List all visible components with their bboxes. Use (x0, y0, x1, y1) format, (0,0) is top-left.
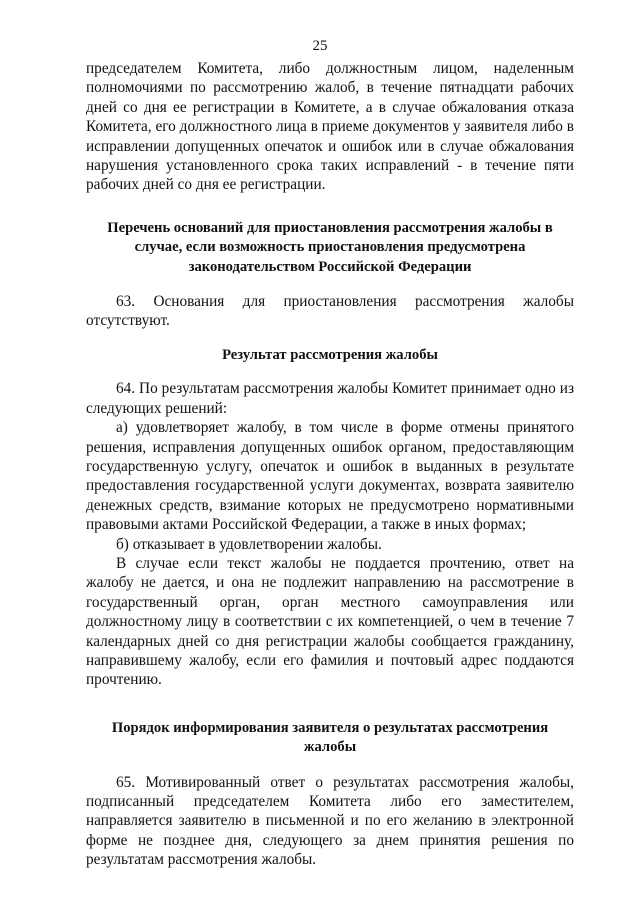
paragraph-64: 64. По результатам рассмотрения жалобы Комитет принимает одно из следующих решений: (86, 380, 574, 417)
paragraph-63: 63. Основания для приостановления рассмотрения жалобы отсутствуют. (86, 293, 574, 330)
heading-informing-applicant: Порядок информирования заявителя о результатах рассмотрения жалобы (111, 719, 549, 756)
unreadable-complaint-paragraph: В случае если текст жалобы не поддается прочтению, ответ на жалобу не дается, и она не подлежит направлению на рассмотрение в государственный орган, орган местного самоуправления или должностному лицу в соответствии с их компетенцией, о чем в течение 7 календарных дней со дня регистрации жалобы сообщается гражданину, направившему жалобу, если его фамилия и почтовый адрес поддаются прочтению. (86, 554, 574, 689)
heading-suspension-grounds: Перечень оснований для приостановления рассмотрения жалобы в случае, если возможность приостановления предусмотрена законодательством Российской Федерации (107, 219, 553, 275)
paragraph-65: 65. Мотивированный ответ о результатах рассмотрения жалобы, подписанный председателем Комитета либо его заместителем, направляется заявителю в письменной и по его желанию в электронной форме не позднее дня, следующего за днем принятия решения по результатам рассмотрения жалобы. (86, 773, 574, 869)
intro-paragraph: председателем Комитета, либо должностным лицом, наделенным полномочиями по рассмотрению жалоб, в течение пятнадцати рабочих дней со дня ее регистрации в Комитете, а в случае обжалования отказа Комитета, его должностного лица в приеме документов у заявителя либо в исправлении допущенных опечаток и ошибок или в случае обжалования нарушения установленного срока таких исправлений - в течение пяти рабочих дней со дня ее регистрации. (86, 60, 574, 194)
heading-complaint-result: Результат рассмотрения жалобы (222, 346, 438, 363)
decision-option-b: б) отказывает в удовлетворении жалобы. (116, 535, 382, 553)
page-number: 25 (312, 38, 328, 54)
decision-option-a: а) удовлетворяет жалобу, в том числе в форме отмены принятого решения, исправления допущенных ошибок органом, предоставляющим государственную услугу, опечаток и ошибок в выданных в результате предоставления государственной услуги документах, возврата заявителю денежных средств, взимание которых не предусмотрено нормативными правовыми актами Российской Федерации, а также в иных формах; (86, 419, 574, 534)
document-body (86, 59, 574, 870)
